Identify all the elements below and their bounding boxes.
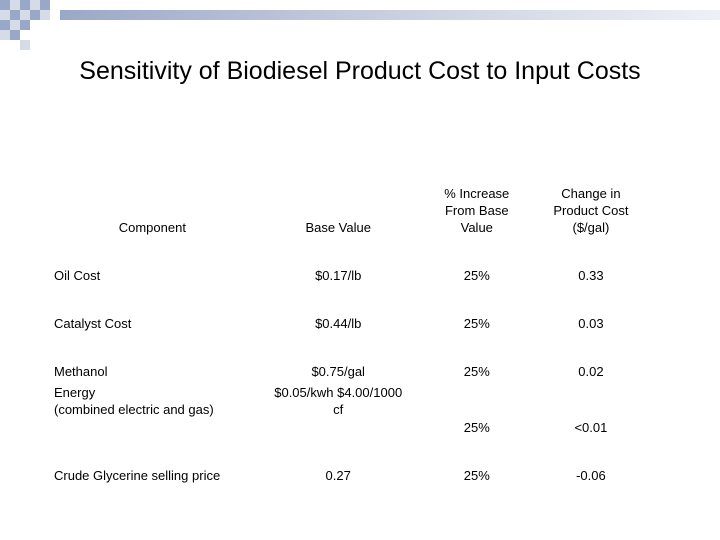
header-component: Component: [118, 220, 186, 235]
row-percent-increase: 25%: [463, 468, 490, 483]
row-change-in-cost: 0.03: [578, 316, 604, 331]
deco-square: [20, 10, 30, 20]
decorative-squares: [0, 0, 60, 60]
deco-square: [20, 40, 30, 50]
row-change-in-cost: <0.01: [574, 420, 608, 435]
row-percent-increase: 25%: [463, 268, 490, 283]
row-percent-increase: 25%: [463, 420, 490, 435]
deco-square: [10, 0, 20, 10]
row-component: Crude Glycerine selling price: [54, 468, 221, 483]
deco-square: [0, 10, 10, 20]
row-base-value: 0.27: [325, 468, 351, 483]
deco-square: [10, 10, 20, 20]
row-change-in-cost: 0.33: [578, 268, 604, 283]
row-component: Energy (combined electric and gas): [54, 385, 214, 417]
header-base-value: Base Value: [305, 220, 371, 235]
deco-square: [30, 0, 40, 10]
deco-square: [20, 0, 30, 10]
decorative-header-bar: [60, 10, 720, 20]
deco-square: [40, 10, 50, 20]
deco-square: [20, 20, 30, 30]
header-percent-increase: % Increase From Base Value: [444, 186, 510, 235]
row-change-in-cost: 0.02: [578, 364, 604, 379]
row-base-value: $0.75/gal: [311, 364, 365, 379]
row-base-value: $0.05/kwh $4.00/1000 cf: [274, 385, 403, 417]
slide-title: Sensitivity of Biodiesel Product Cost to Input Costs: [79, 57, 641, 85]
table-row: [48, 436, 648, 484]
row-base-value: $0.44/lb: [315, 316, 362, 331]
row-component: Methanol: [54, 364, 108, 379]
table-row: [48, 332, 648, 380]
header-change-in-cost: Change in Product Cost ($/gal): [553, 186, 629, 235]
row-percent-increase: 25%: [463, 364, 490, 379]
deco-square: [0, 0, 10, 10]
deco-square: [10, 30, 20, 40]
row-base-value: $0.17/lb: [315, 268, 362, 283]
deco-square: [0, 20, 10, 30]
table-row: [48, 380, 648, 436]
row-percent-increase: 25%: [463, 316, 490, 331]
table-row: [48, 284, 648, 332]
row-component: Oil Cost: [54, 268, 101, 283]
deco-square: [0, 30, 10, 40]
deco-square: [10, 20, 20, 30]
deco-square: [30, 10, 40, 20]
table-header-row: [48, 178, 648, 236]
deco-square: [40, 0, 50, 10]
table-row: [48, 236, 648, 284]
sensitivity-table: [48, 178, 648, 484]
row-component: Catalyst Cost: [54, 316, 132, 331]
row-change-in-cost: -0.06: [576, 468, 606, 483]
